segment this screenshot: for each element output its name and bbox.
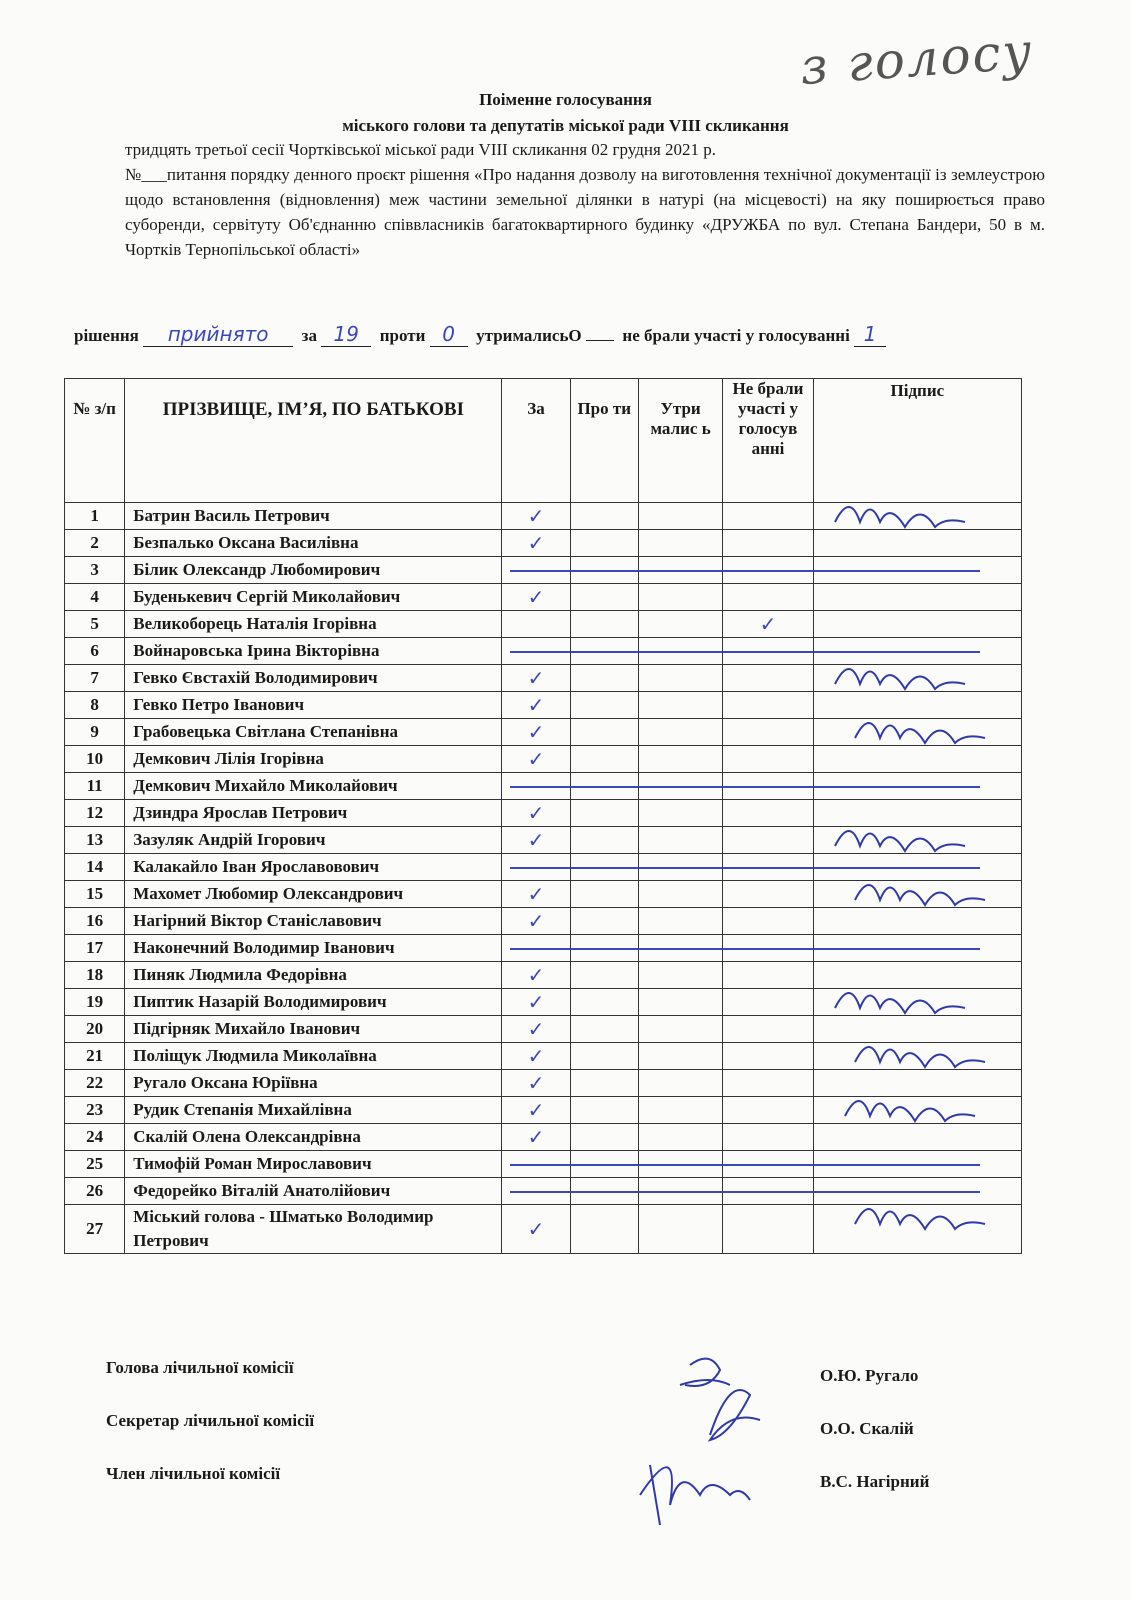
strike-line xyxy=(510,786,980,788)
vote-cell-absent xyxy=(723,746,813,773)
row-number: 2 xyxy=(65,530,125,557)
member-name: Батрин Василь Петрович xyxy=(125,503,502,530)
vote-cell-absent xyxy=(723,1043,813,1070)
row-number: 10 xyxy=(65,746,125,773)
commission-signatures xyxy=(620,1345,800,1535)
member-signature xyxy=(830,654,980,704)
header-absent: Не брали участі у голосув анні xyxy=(723,379,813,503)
member-label: Член лічильної комісії xyxy=(106,1464,281,1483)
row-number: 3 xyxy=(65,557,125,584)
member-name: Гевко Євстахій Володимирович xyxy=(125,665,502,692)
member-name: Зазуляк Андрій Ігорович xyxy=(125,827,502,854)
row-number: 22 xyxy=(65,1070,125,1097)
vote-cell-for: ✓ xyxy=(502,746,570,773)
vote-cell-against xyxy=(570,1043,638,1070)
vote-cell-for: ✓ xyxy=(502,584,570,611)
vote-cell-for: ✓ xyxy=(502,1097,570,1124)
vote-cell-for: ✓ xyxy=(502,503,570,530)
vote-cell-against xyxy=(570,719,638,746)
member-name: Пиняк Людмила Федорівна xyxy=(125,962,502,989)
vote-cell-abstain xyxy=(638,692,722,719)
agenda-text: №___питання порядку денного проєкт рішення «Про надання дозволу на виготовлення технічної документації із землеустрою щодо встановлення (відновлення) меж частини земельної ділянки в натурі (на місцевості) на яку поширюється право суборенди, сервітуту Об'єднанню співвласників багатоквартирного будинку «ДРУЖБА по вул. Степана Бандери, 50 в м. Чортків Тернопільської області» xyxy=(125,165,1045,259)
vote-cell-abstain xyxy=(638,800,722,827)
member-name: Демкович Михайло Миколайович xyxy=(125,773,502,800)
member-signature xyxy=(850,708,1000,758)
member-name: Махомет Любомир Олександрович xyxy=(125,881,502,908)
row-number: 17 xyxy=(65,935,125,962)
strike-line xyxy=(510,948,980,950)
member-name: Великоборець Наталія Ігорівна xyxy=(125,611,502,638)
member-signature xyxy=(830,816,980,866)
vote-cell-abstain xyxy=(638,503,722,530)
vote-cell-against xyxy=(570,962,638,989)
vote-cell-absent xyxy=(723,1124,813,1151)
absent-label: не брали участі у голосуванні xyxy=(622,326,850,345)
vote-cell-against xyxy=(570,989,638,1016)
vote-cell-abstain xyxy=(638,962,722,989)
header-against: Про ти xyxy=(570,379,638,503)
vote-cell-for: ✓ xyxy=(502,989,570,1016)
vote-cell-absent xyxy=(723,1205,813,1254)
row-number: 27 xyxy=(65,1205,125,1254)
vote-cell-absent xyxy=(723,989,813,1016)
row-number: 4 xyxy=(65,584,125,611)
against-count: 0 xyxy=(430,322,468,347)
member-name: Гевко Петро Іванович xyxy=(125,692,502,719)
vote-cell-against xyxy=(570,746,638,773)
header-num: № з/п xyxy=(65,379,125,503)
row-number: 23 xyxy=(65,1097,125,1124)
table-row xyxy=(65,584,1022,611)
signature-cell xyxy=(813,611,1021,638)
vote-cell-for: ✓ xyxy=(502,1205,570,1254)
vote-cell-for xyxy=(502,611,570,638)
chair-name: О.Ю. Ругало xyxy=(820,1366,919,1385)
row-number: 26 xyxy=(65,1178,125,1205)
vote-cell-abstain xyxy=(638,1097,722,1124)
vote-cell-absent xyxy=(723,719,813,746)
vote-cell-absent xyxy=(723,503,813,530)
table-row xyxy=(65,611,1022,638)
vote-cell-for: ✓ xyxy=(502,530,570,557)
vote-cell-abstain xyxy=(638,719,722,746)
strike-line xyxy=(510,1191,980,1193)
vote-cell-absent xyxy=(723,908,813,935)
member-signature xyxy=(840,1086,990,1136)
member-signature xyxy=(830,492,980,542)
vote-cell-against xyxy=(570,1016,638,1043)
row-number: 19 xyxy=(65,989,125,1016)
member-name: Демкович Лілія Ігорівна xyxy=(125,746,502,773)
member-name: Наконечний Володимир Іванович xyxy=(125,935,502,962)
vote-cell-abstain xyxy=(638,1124,722,1151)
header-name: ПРІЗВИЩЕ, ІМ’Я, ПО БАТЬКОВІ xyxy=(125,379,502,503)
vote-cell-abstain xyxy=(638,827,722,854)
abstain-count xyxy=(586,340,614,341)
decision-value: прийнято xyxy=(143,322,293,347)
row-number: 14 xyxy=(65,854,125,881)
vote-cell-abstain xyxy=(638,1016,722,1043)
vote-cell-for: ✓ xyxy=(502,800,570,827)
vote-cell-against xyxy=(570,881,638,908)
row-number: 11 xyxy=(65,773,125,800)
document-subtitle: міського голови та депутатів міської ради VIII скликання xyxy=(342,116,789,135)
for-label: за xyxy=(301,326,317,345)
vote-cell-absent xyxy=(723,530,813,557)
abstain-label: утрималисьО xyxy=(476,326,582,345)
vote-cell-for: ✓ xyxy=(502,1016,570,1043)
member-signature xyxy=(850,1194,1000,1244)
vote-cell-for: ✓ xyxy=(502,665,570,692)
row-number: 8 xyxy=(65,692,125,719)
strike-line xyxy=(510,570,980,572)
strike-line xyxy=(510,867,980,869)
vote-cell-abstain xyxy=(638,881,722,908)
vote-cell-absent xyxy=(723,692,813,719)
vote-cell-abstain xyxy=(638,746,722,773)
signature-cell xyxy=(813,584,1021,611)
vote-cell-for: ✓ xyxy=(502,1043,570,1070)
vote-cell-against xyxy=(570,1205,638,1254)
vote-cell-absent xyxy=(723,665,813,692)
vote-cell-absent xyxy=(723,800,813,827)
vote-cell-absent xyxy=(723,881,813,908)
absent-count: 1 xyxy=(854,322,886,347)
strike-line xyxy=(510,1164,980,1166)
row-number: 16 xyxy=(65,908,125,935)
member-name: Поліщук Людмила Миколаївна xyxy=(125,1043,502,1070)
member-name: Тимофій Роман Мирославович xyxy=(125,1151,502,1178)
member-signature xyxy=(640,1465,750,1525)
vote-cell-for: ✓ xyxy=(502,908,570,935)
vote-cell-abstain xyxy=(638,584,722,611)
row-number: 25 xyxy=(65,1151,125,1178)
secretary-label: Секретар лічильної комісії xyxy=(106,1411,315,1430)
vote-cell-against xyxy=(570,692,638,719)
decision-label: рішення xyxy=(74,326,139,345)
member-name: Безпалько Оксана Василівна xyxy=(125,530,502,557)
vote-cell-absent xyxy=(723,1070,813,1097)
vote-cell-against xyxy=(570,665,638,692)
member-name: Федорейко Віталій Анатолійович xyxy=(125,1178,502,1205)
member-name: Підгірняк Михайло Іванович xyxy=(125,1016,502,1043)
member-name: Пиптик Назарій Володимирович xyxy=(125,989,502,1016)
vote-cell-absent xyxy=(723,827,813,854)
handwritten-corner-note: з голосу xyxy=(798,21,1036,97)
member-name: Буденькевич Сергій Миколайович xyxy=(125,584,502,611)
header-signature: Підпис xyxy=(813,379,1021,503)
vote-cell-for: ✓ xyxy=(502,692,570,719)
member-name: Грабовецька Світлана Степанівна xyxy=(125,719,502,746)
member-name: Рудик Степанія Михайлівна xyxy=(125,1097,502,1124)
vote-cell-for: ✓ xyxy=(502,962,570,989)
row-number: 6 xyxy=(65,638,125,665)
row-number: 9 xyxy=(65,719,125,746)
session-line: тридцять третьої сесії Чортківської міської ради VIII скликання 02 грудня 2021 р. xyxy=(125,140,717,159)
vote-cell-absent xyxy=(723,1016,813,1043)
vote-cell-against xyxy=(570,800,638,827)
secretary-name: О.О. Скалій xyxy=(820,1419,914,1438)
document-title: Поіменне голосування xyxy=(479,90,652,109)
vote-cell-absent xyxy=(723,1097,813,1124)
member-name: Калакайло Іван Ярославовович xyxy=(125,854,502,881)
vote-cell-against xyxy=(570,908,638,935)
vote-cell-abstain xyxy=(638,665,722,692)
member-name: Войнаровська Ірина Вікторівна xyxy=(125,638,502,665)
vote-cell-for: ✓ xyxy=(502,1070,570,1097)
member-name: Білик Олександр Любомирович xyxy=(125,557,502,584)
vote-cell-abstain xyxy=(638,1205,722,1254)
vote-cell-for: ✓ xyxy=(502,719,570,746)
vote-cell-abstain xyxy=(638,611,722,638)
row-number: 24 xyxy=(65,1124,125,1151)
vote-cell-abstain xyxy=(638,989,722,1016)
row-number: 7 xyxy=(65,665,125,692)
vote-cell-against xyxy=(570,1070,638,1097)
vote-cell-abstain xyxy=(638,1070,722,1097)
vote-cell-for: ✓ xyxy=(502,1124,570,1151)
vote-cell-abstain xyxy=(638,530,722,557)
row-number: 5 xyxy=(65,611,125,638)
row-number: 1 xyxy=(65,503,125,530)
row-number: 12 xyxy=(65,800,125,827)
vote-cell-against xyxy=(570,530,638,557)
vote-cell-against xyxy=(570,827,638,854)
vote-cell-against xyxy=(570,1124,638,1151)
vote-cell-absent xyxy=(723,584,813,611)
vote-cell-against xyxy=(570,1097,638,1124)
vote-cell-abstain xyxy=(638,908,722,935)
member-name: Ругало Оксана Юріївна xyxy=(125,1070,502,1097)
vote-cell-for: ✓ xyxy=(502,827,570,854)
member-signature xyxy=(830,978,980,1028)
row-number: 20 xyxy=(65,1016,125,1043)
decision-line xyxy=(74,322,886,347)
vote-cell-against xyxy=(570,611,638,638)
chair-signature xyxy=(680,1359,730,1386)
row-number: 15 xyxy=(65,881,125,908)
for-count: 19 xyxy=(321,322,371,347)
secretary-signature xyxy=(710,1390,760,1440)
against-label: проти xyxy=(379,326,426,345)
vote-cell-absent xyxy=(723,962,813,989)
member-signature xyxy=(850,870,1000,920)
member-name: Нагірний Віктор Станіславович xyxy=(125,908,502,935)
header-for: За xyxy=(502,379,570,503)
header-abstain: Утри малис ь xyxy=(638,379,722,503)
member-name: Міський голова - Шматько Володимир Петрович xyxy=(125,1205,502,1254)
member-name: Дзиндра Ярослав Петрович xyxy=(125,800,502,827)
vote-cell-against xyxy=(570,584,638,611)
row-number: 18 xyxy=(65,962,125,989)
vote-cell-for: ✓ xyxy=(502,881,570,908)
chair-label: Голова лічильної комісії xyxy=(106,1358,294,1377)
vote-cell-against xyxy=(570,503,638,530)
strike-line xyxy=(510,651,980,653)
member-signature xyxy=(850,1032,1000,1082)
row-number: 21 xyxy=(65,1043,125,1070)
row-number: 13 xyxy=(65,827,125,854)
member-name: Скалій Олена Олександрівна xyxy=(125,1124,502,1151)
member-name: В.С. Нагірний xyxy=(820,1472,930,1491)
vote-cell-abstain xyxy=(638,1043,722,1070)
vote-cell-absent: ✓ xyxy=(723,611,813,638)
